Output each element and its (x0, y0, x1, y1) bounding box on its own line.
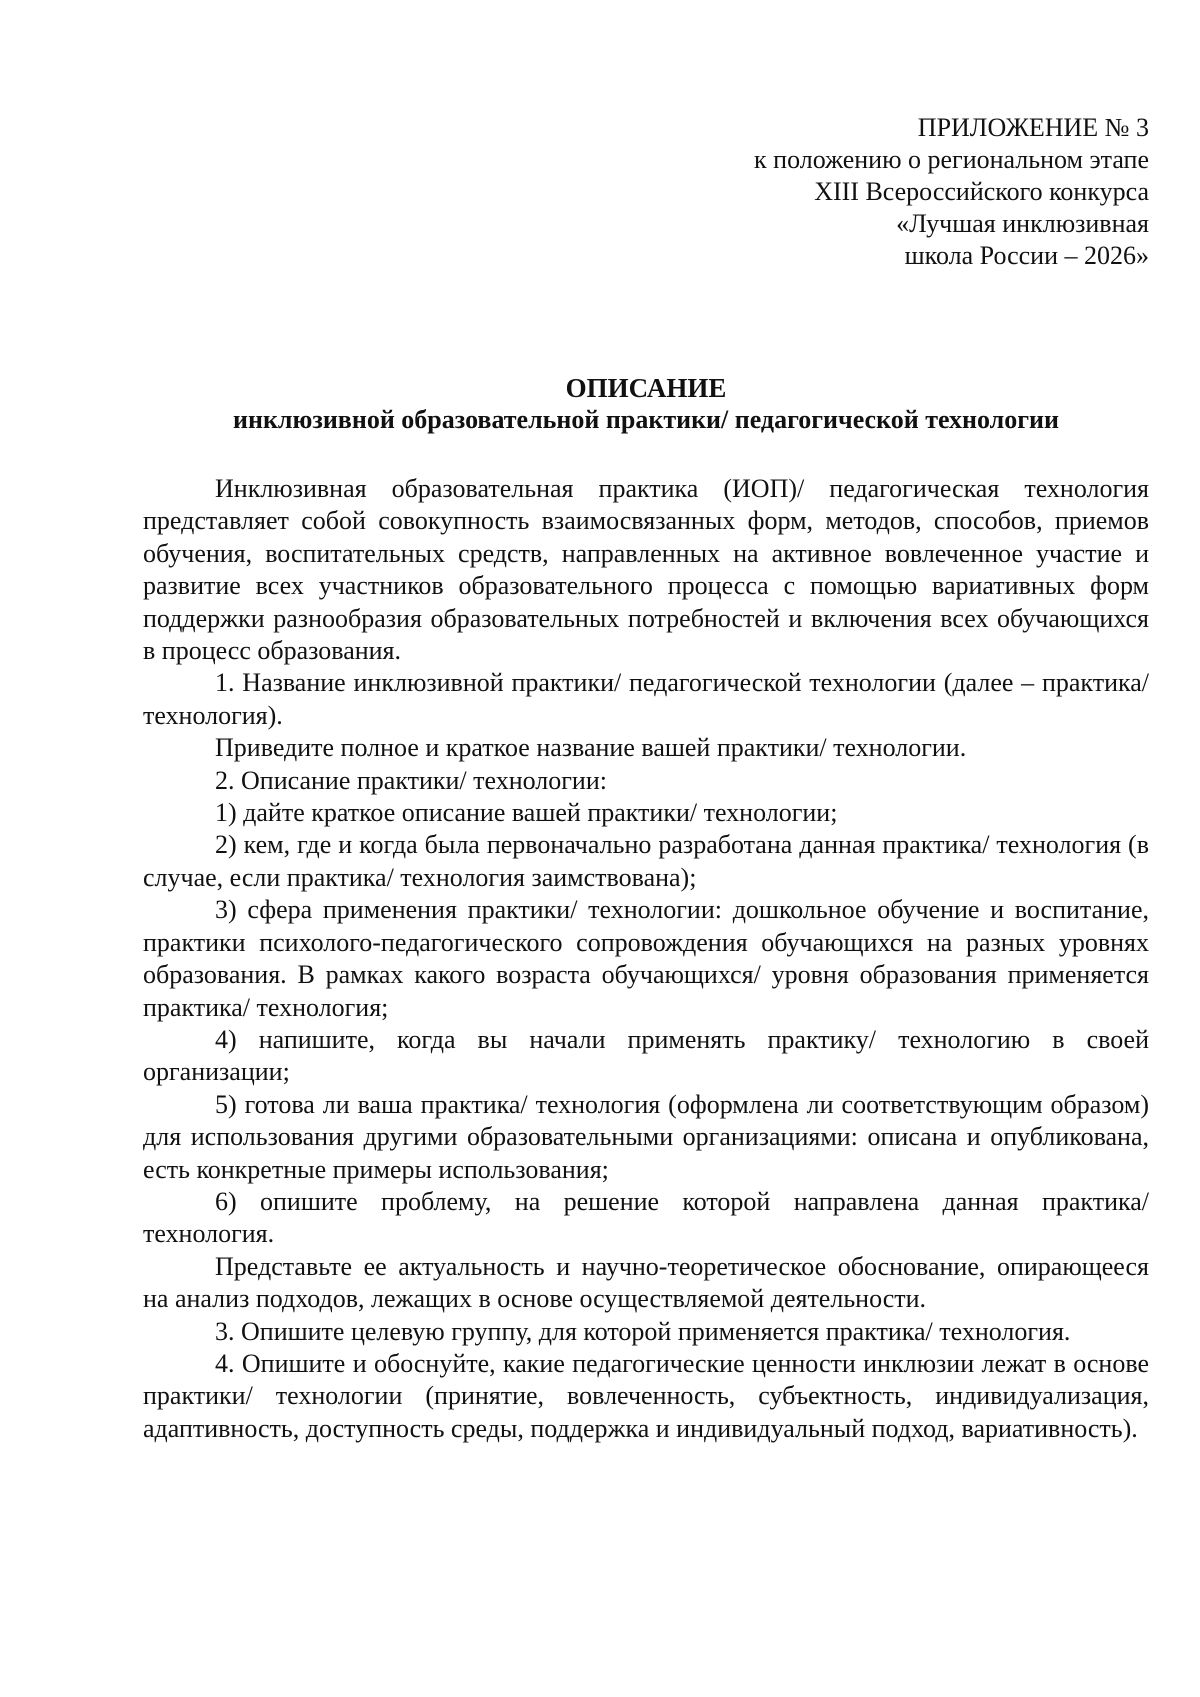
section-1-heading: 1. Название инклюзивной практики/ педагогической технологии (далее – практика/ технология). (143, 668, 1149, 730)
appendix-reference-line: «Лучшая инклюзивная (896, 209, 1149, 238)
appendix-reference-line: к положению о региональном этапе (754, 145, 1149, 174)
section-2-item-1: 1) дайте краткое описание вашей практики/ технологии; (215, 798, 838, 828)
section-2-item-4: 4) напишите, когда вы начали применять практику/ технологию в своей организации; (143, 1024, 1149, 1087)
intro-paragraph: Инклюзивная образовательная практика (ИОП)/ педагогическая технология представляет собой совокупность взаимосвязанных форм, методов, способов, приемов обучения, воспитательных средств, направленных на активное вовлеченное участие и развитие всех участников образовательного процесса с помощью вариативных форм поддержки разнообразия образовательных потребностей и включения всех обучающихся в процесс образования. (143, 474, 1149, 666)
section-2-item-5: 5) готова ли ваша практика/ технология (оформлена ли соответствующим образом) для использования другими образовательными организациями: описана и опубликована, есть конкретные примеры использования; (143, 1089, 1149, 1184)
appendix-reference-line: школа России – 2026» (904, 241, 1149, 270)
section-3-heading: 3. Опишите целевую группу, для которой применяется практика/ технология. (215, 1316, 1071, 1346)
section-2-item-6: 6) опишите проблему, на решение которой направлена данная практика/ технология. (143, 1186, 1149, 1249)
section-2-item-2: 2) кем, где и когда была первоначально разработана данная практика/ технология (в случае, если практика/ технология заимствована); (143, 830, 1149, 892)
section-4-heading: 4. Опишите и обоснуйте, какие педагогические ценности инклюзии лежат в основе практики/ технологии (принятие, вовлеченность, субъектность, индивидуализация, адаптивность, доступность среды, поддержка и индивидуальный подход, вариативность). (143, 1348, 1149, 1443)
title-main: ОПИСАНИЕ (565, 373, 727, 403)
section-2-item-3: 3) сфера применения практики/ технологии: дошкольное обучение и воспитание, практики психолого-педагогического сопровождения обучающихся на разных уровнях образования. В рамках какого возраста обучающихся/ уровня образования применяется практика/ технология; (143, 895, 1149, 1022)
document-title (143, 372, 1149, 436)
section-2-item-6-instruction: Представьте ее актуальность и научно-теоретическое обоснование, опирающееся на анализ подходов, лежащих в основе осуществляемой деятельности. (143, 1251, 1149, 1314)
appendix-reference-line: XIII Всероссийского конкурса (814, 177, 1149, 206)
section-2-heading: 2. Описание практики/ технологии: (215, 765, 607, 795)
document-body (143, 473, 1149, 1445)
appendix-header (589, 112, 1149, 272)
appendix-number: ПРИЛОЖЕНИЕ № 3 (917, 113, 1149, 142)
title-subtitle: инклюзивной образовательной практики/ педагогической технологии (232, 405, 1059, 434)
section-1-instruction: Приведите полное и краткое название вашей практики/ технологии. (215, 733, 967, 763)
